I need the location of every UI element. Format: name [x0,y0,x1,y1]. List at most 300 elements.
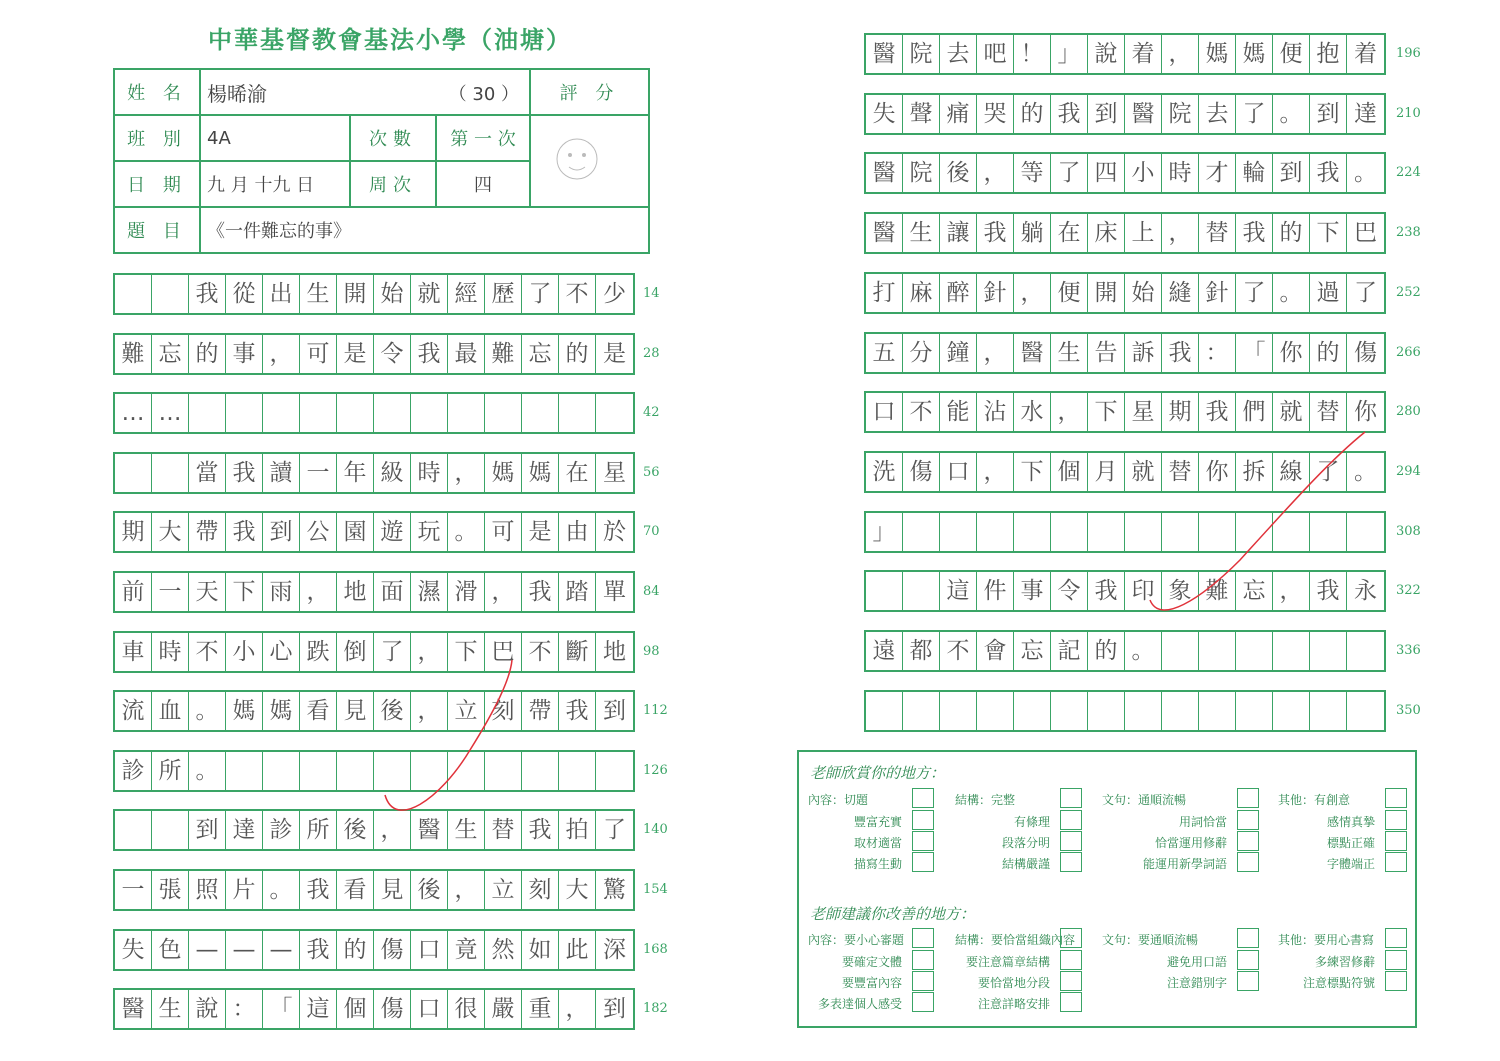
grid-cell: 小 [226,633,263,671]
grid-cell: 張 [152,871,189,909]
suggest-title: 老師建議你改善的地方： [810,905,976,923]
grid-cell: 床 [1088,214,1125,252]
grid-cell: 我 [1310,154,1347,192]
grid-cell: 重 [522,990,559,1028]
times-value: 第 一 次 [436,115,530,161]
grid-cell: 看 [337,871,374,909]
line-count: 154 [643,882,668,897]
grid-cell: 了 [1354,279,1377,306]
suggest-group-head: 內容：要小心審題 [808,933,905,947]
grid-cell: 哭 [977,95,1014,133]
grid-cell: 踏 [559,573,596,611]
grid-cell: 時 [411,454,448,492]
grid-cell: ！ [1014,35,1051,73]
grid-cell: 」 [866,513,903,551]
grid-cell: 帶 [522,692,559,730]
grid-cell: ， [1273,572,1310,610]
praise-item: 字體端正 [1326,857,1375,871]
grid-cell: 大 [559,871,596,909]
grid-cell: 記 [1051,632,1088,670]
grid-cell: 生 [152,990,189,1028]
grid-cell: ， [300,573,337,611]
grid-cell: 縫 [1162,274,1199,312]
grid-cell: 聲 [903,95,940,133]
grid-cell: 生 [1051,334,1088,372]
grid-cell: 着 [1354,41,1377,67]
grid-cell: 最 [448,335,485,373]
grid-cell: — [189,931,226,969]
grid-cell: 公 [300,513,337,551]
grid-cell: 醫 [1125,95,1162,133]
grid-cell: 針 [1199,274,1236,312]
grid-cell: 巴 [1354,220,1377,247]
grid-cell: 這 [940,572,977,610]
grid-cell: 是 [337,335,374,373]
grid-cell: 始 [1125,274,1162,312]
grid-cell: ， [263,335,300,373]
grid-cell: 看 [300,692,337,730]
school-title: 中華基督教會基法小學（油塘） [208,25,572,54]
line-count: 308 [1396,523,1421,539]
grid-cell: 年 [337,454,374,492]
grid-cell: 媽 [1236,35,1273,73]
grid-cell: 打 [866,274,903,312]
grid-cell: 前 [115,573,152,611]
grid-cell: 媽 [485,454,522,492]
suggest-item: 要豐富內容 [841,976,902,990]
grid-cell: 拆 [1236,453,1273,491]
grid-cell: 沾 [977,393,1014,431]
grid-cell: 我 [977,214,1014,252]
grid-cell: 小 [1125,154,1162,192]
date-value: 九 月 十九 日 [200,161,350,207]
grid-cell: 永 [1354,578,1377,605]
grid-cell: 開 [337,275,374,313]
grid-cell: 說 [189,990,226,1028]
grid-cell: 針 [977,274,1014,312]
grid-cell: 達 [226,811,263,849]
grid-cell: 們 [1236,393,1273,431]
line-count: 56 [643,464,660,480]
praise-group-head: 文句：通順流暢 [1102,793,1187,807]
grid-cell: 我 [411,335,448,373]
grid-cell: 了 [1236,274,1273,312]
line-count: 112 [643,703,668,719]
class-label: 班 別 [114,115,200,161]
grid-cell: 的 [559,335,596,373]
line-count: 252 [1396,284,1421,300]
praise-title: 老師欣賞你的地方： [810,764,946,782]
grid-cell: 遠 [866,632,903,670]
praise-item: 能運用新學詞語 [1142,857,1227,871]
grid-cell: 到 [1088,95,1125,133]
suggest-item: 要確定文體 [841,955,902,969]
grid-cell: 替 [1310,393,1347,431]
grid-cell: 診 [115,752,152,790]
grid-cell: 傷 [903,453,940,491]
grid-cell: 車 [115,633,152,671]
grid-cell: 到 [1310,95,1347,133]
grid-cell: 面 [374,573,411,611]
grid-cell: 會 [977,632,1014,670]
grid-cell: 始 [374,275,411,313]
grid-cell: 院 [903,154,940,192]
grid-cell: 我 [1162,334,1199,372]
grid-cell: 星 [603,459,626,486]
grid-cell: 口 [866,393,903,431]
grid-cell: 到 [603,698,626,725]
grid-cell: 一 [115,871,152,909]
grid-cell: 後 [411,871,448,909]
grid-cell: 「 [1236,334,1273,372]
grid-cell: 驚 [603,877,626,903]
grid-cell: 便 [1051,274,1088,312]
suggest-group-head: 其他：要用心書寫 [1278,933,1375,947]
line-count: 70 [643,524,660,540]
score-label: 評 分 [530,69,649,115]
grid-cell: ， [411,692,448,730]
grid-cell: 下 [1014,453,1051,491]
class-value: 4A [200,115,350,161]
suggest-item: 注意錯別字 [1166,976,1227,990]
week-label: 周次 [350,161,436,207]
grid-cell: 歷 [485,275,522,313]
grid-cell: 診 [263,811,300,849]
line-count: 336 [1396,643,1421,658]
grid-cell: 單 [603,579,626,605]
grid-cell: 麻 [903,274,940,312]
line-count: 168 [643,941,668,957]
grid-cell: 我 [522,573,559,611]
grid-cell: 下 [448,633,485,671]
grid-cell: 生 [300,275,337,313]
grid-cell: 所 [300,811,337,849]
grid-cell: 園 [337,513,374,551]
grid-cell: 令 [1051,572,1088,610]
line-count: 84 [643,584,660,599]
grid-cell: 出 [263,275,300,313]
grid-cell: 。 [448,513,485,551]
grid-cell: 時 [152,633,189,671]
line-count: 210 [1396,105,1421,121]
grid-cell: 可 [485,513,522,551]
grid-cell: 醫 [1014,334,1051,372]
grid-cell: 過 [1310,274,1347,312]
grid-cell: 個 [337,990,374,1028]
grid-cell: 件 [977,572,1014,610]
line-count: 294 [1396,463,1421,479]
grid-cell: 說 [1088,35,1125,73]
grid-cell: 了 [374,633,411,671]
grid-cell: 立 [448,692,485,730]
praise-item: 描寫生動 [853,857,902,871]
praise-item: 用詞恰當 [1178,815,1227,829]
grid-cell: 了 [1236,95,1273,133]
grid-cell: 。 [1273,274,1310,312]
grid-cell: 醫 [411,811,448,849]
grid-cell: 開 [1088,274,1125,312]
grid-cell: 。 [1354,160,1377,187]
grid-cell: ， [485,573,522,611]
praise-item: 豐富充實 [853,815,902,829]
grid-cell: 滑 [448,573,485,611]
grid-cell: 四 [1088,154,1125,192]
grid-cell: 見 [374,871,411,909]
grid-cell: 於 [603,519,626,546]
line-count: 280 [1396,404,1421,420]
grid-cell: — [226,931,263,969]
grid-cell: 訴 [1125,334,1162,372]
grid-cell: 去 [940,35,977,73]
grid-cell: 就 [1273,393,1310,431]
grid-cell: 告 [1088,334,1125,372]
grid-cell: ： [1199,334,1236,372]
times-label: 次數 [350,115,436,161]
grid-cell: 傷 [374,990,411,1028]
grid-cell: 到 [603,996,626,1023]
grid-cell: 替 [1162,453,1199,491]
grid-cell: 忘 [1014,632,1051,670]
grid-cell: 院 [903,35,940,73]
grid-cell: 生 [903,214,940,252]
grid-cell: 巴 [485,633,522,671]
grid-cell: ， [1162,214,1199,252]
grid-cell: 口 [411,931,448,969]
grid-cell: 上 [1125,214,1162,252]
grid-cell: 等 [1014,154,1051,192]
grid-cell: 媽 [1199,35,1236,73]
grid-cell: 的 [1310,334,1347,372]
praise-group-head: 內容：切題 [808,793,869,807]
grid-cell: 流 [115,692,152,730]
grid-cell: 了 [603,817,626,844]
grid-cell: 由 [559,513,596,551]
grid-cell: 不 [940,632,977,670]
line-count: 196 [1396,46,1421,61]
grid-cell: 了 [1051,154,1088,192]
line-count: 98 [643,643,660,659]
grid-cell: 地 [603,638,626,665]
grid-cell: ， [977,453,1014,491]
praise-item: 感情真摯 [1326,815,1375,829]
grid-cell: 少 [603,281,626,307]
grid-cell: 如 [522,931,559,969]
grid-cell: 線 [1273,453,1310,491]
grid-cell: 所 [152,752,189,790]
grid-cell: 我 [226,454,263,492]
grid-cell: 我 [522,811,559,849]
praise-item: 取材適當 [853,836,902,850]
grid-cell: 達 [1354,100,1377,127]
grid-cell: 我 [1051,95,1088,133]
topic-label: 題 目 [114,207,200,253]
grid-cell: 倒 [337,633,374,671]
grid-cell: 月 [1088,453,1125,491]
grid-cell: 令 [374,335,411,373]
grid-cell: 期 [1162,393,1199,431]
praise-group-head: 結構：完整 [955,793,1016,807]
grid-cell: 事 [1014,572,1051,610]
grid-cell: 痛 [940,95,977,133]
grid-cell: 你 [1273,334,1310,372]
line-count: 28 [643,345,660,361]
grid-cell: ， [977,334,1014,372]
grid-cell: 忘 [522,335,559,373]
grid-cell: 讀 [263,454,300,492]
grid-cell: 」 [1051,35,1088,73]
grid-cell: ， [559,990,596,1028]
grid-cell: 。 [1125,632,1162,670]
grid-cell: 。 [189,692,226,730]
grid-cell: 口 [940,453,977,491]
grid-cell: 我 [1310,572,1347,610]
grid-cell: 後 [940,154,977,192]
grid-cell: 不 [903,393,940,431]
grid-cell: 天 [189,573,226,611]
grid-cell: 跌 [300,633,337,671]
grid-cell: 。 [1354,458,1377,485]
grid-cell: 的 [1014,95,1051,133]
grid-cell: 當 [189,454,226,492]
grid-cell: 我 [559,692,596,730]
grid-cell: 星 [1125,393,1162,431]
grid-cell: 遊 [374,513,411,551]
grid-cell: 院 [1162,95,1199,133]
grid-cell: 傷 [1354,339,1377,366]
grid-cell: 我 [300,931,337,969]
grid-cell: 不 [189,633,226,671]
line-count: 14 [643,286,660,301]
grid-cell: ， [1051,393,1088,431]
grid-cell: 你 [1199,453,1236,491]
grid-cell: 時 [1162,154,1199,192]
grid-cell: 此 [559,931,596,969]
grid-cell: 到 [1273,154,1310,192]
line-count: 266 [1396,344,1421,360]
line-count: 224 [1396,165,1421,181]
grid-cell: 象 [1162,572,1199,610]
praise-item: 有條理 [1013,815,1050,829]
grid-cell: 嚴 [485,990,522,1028]
grid-cell: 照 [189,871,226,909]
grid-cell: ， [448,454,485,492]
grid-cell: 鐘 [940,334,977,372]
grid-cell: 從 [226,275,263,313]
grid-cell: 的 [189,335,226,373]
grid-cell: 洗 [866,453,903,491]
grid-cell: 都 [903,632,940,670]
grid-cell: 醉 [940,274,977,312]
grid-cell: 事 [226,335,263,373]
grid-cell: — [263,931,300,969]
grid-cell: 。 [263,871,300,909]
grid-cell: 抱 [1310,35,1347,73]
grid-cell: 便 [1273,35,1310,73]
grid-cell: 難 [1199,572,1236,610]
line-count: 42 [643,405,660,421]
grid-cell: 雨 [263,573,300,611]
grid-cell: 才 [1199,154,1236,192]
grid-cell: 吧 [977,35,1014,73]
grid-cell: 很 [448,990,485,1028]
grid-cell: 就 [1125,453,1162,491]
suggest-item: 多練習修辭 [1314,955,1375,969]
grid-cell: … [115,394,152,432]
grid-cell: 生 [448,811,485,849]
grid-cell: 個 [1051,453,1088,491]
grid-cell: 刻 [522,871,559,909]
grid-cell: 着 [1125,35,1162,73]
suggest-group-head: 文句：要通順流暢 [1102,933,1199,947]
grid-cell: 替 [1199,214,1236,252]
grid-cell: 我 [1236,214,1273,252]
grid-cell: 失 [866,95,903,133]
grid-cell: 下 [1310,214,1347,252]
grid-cell: 帶 [189,513,226,551]
grid-cell: 竟 [448,931,485,969]
grid-cell: ， [374,811,411,849]
grid-cell: 你 [1354,399,1377,426]
line-count: 126 [643,762,668,778]
grid-cell: 忘 [152,335,189,373]
name-value: 楊晞渝 [207,81,267,106]
grid-cell: 級 [374,454,411,492]
line-count: 238 [1396,225,1421,241]
grid-cell: 下 [1088,393,1125,431]
grid-cell: 水 [1014,393,1051,431]
praise-item: 標點正確 [1326,836,1375,850]
grid-cell: 是 [522,513,559,551]
grid-cell: 拍 [559,811,596,849]
grid-cell: 了 [1310,453,1347,491]
grid-cell: 見 [337,692,374,730]
grid-cell: 到 [189,811,226,849]
grid-cell: 我 [226,513,263,551]
line-count: 350 [1396,702,1421,718]
grid-cell: 斷 [559,633,596,671]
grid-cell: 我 [189,275,226,313]
grid-cell: 期 [115,513,152,551]
line-count: 140 [643,822,668,838]
grid-cell: 失 [115,931,152,969]
suggest-item: 要注意篇章結構 [965,955,1050,969]
grid-cell: 媽 [226,692,263,730]
grid-cell: 濕 [411,573,448,611]
grid-cell: 血 [152,692,189,730]
grid-cell: 印 [1125,572,1162,610]
suggest-item: 注意詳略安排 [977,997,1050,1011]
grid-cell: 一 [152,573,189,611]
praise-group-head: 其他：有創意 [1278,793,1351,807]
grid-cell: 醫 [115,990,152,1028]
grid-cell: ， [1014,274,1051,312]
line-count: 322 [1396,583,1421,599]
grid-cell: 色 [152,931,189,969]
grid-cell: 五 [866,334,903,372]
grid-cell: … [152,394,189,432]
grid-cell: 心 [263,633,300,671]
grid-cell: 在 [1051,214,1088,252]
grid-cell: 後 [337,811,374,849]
suggest-group-head: 結構：要恰當組織內容 [955,933,1076,947]
suggest-item: 要恰當地分段 [977,976,1050,990]
grid-cell: 到 [263,513,300,551]
grid-cell: 難 [485,335,522,373]
topic-value: 《一件難忘的事》 [200,207,649,253]
grid-cell: 難 [115,335,152,373]
grid-cell: 可 [300,335,337,373]
grid-cell: 是 [603,340,626,367]
